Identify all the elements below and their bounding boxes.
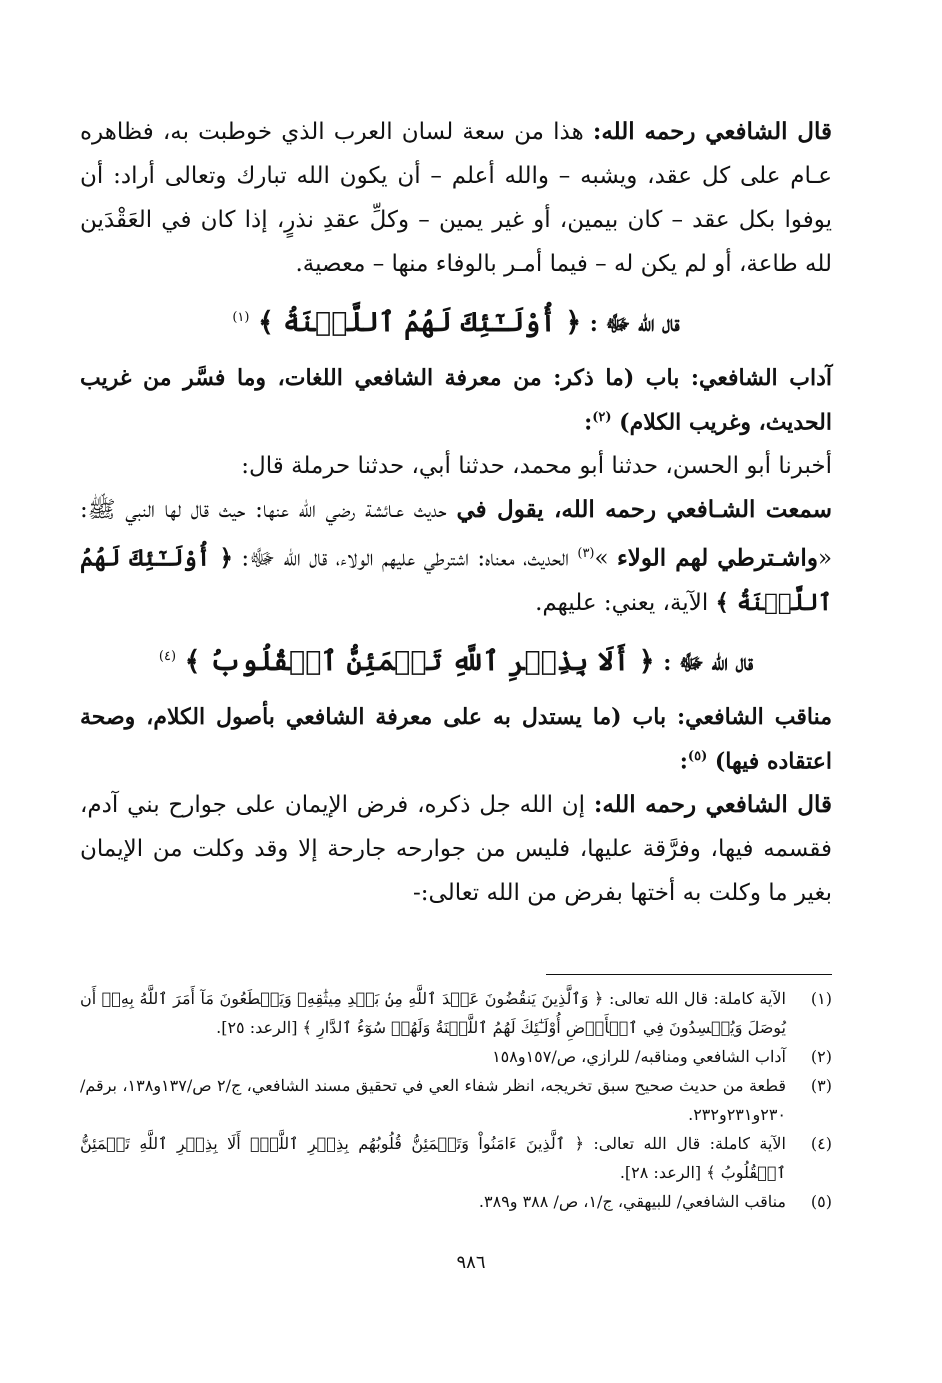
section-heading-2 xyxy=(80,697,832,781)
heading-text: مناقب الشافعي: باب (ما يستدل به على معرفة الشافعي بأصول الكلام، وصحة اعتقاده فيها) xyxy=(80,703,832,775)
paragraph-4 xyxy=(80,783,832,915)
footnote-text: الآية كاملة: قال الله تعالى: ﴿ وَٱلَّذِينَ يَنقُضُونَ عَهۡدَ ٱللَّهِ مِنۢ بَعۡدِ مِيثَٰقِهِۦ وَيَقۡطَعُونَ مَآ أَمَرَ ٱللَّهُ بِهِۦٓ أَن يُوصَلَ وَيُفۡسِدُونَ فِي ٱلۡأَرۡضِ أُوْلَـٰٓئِكَ لَهُمُ ٱللَّعۡنَةُ وَلَهُمۡ سُوٓءُ ٱلدَّارِ ﴾ [الرعد: ٢٥]. xyxy=(80,989,786,1037)
page-number: ٩٨٦ xyxy=(456,1252,486,1273)
footnote-number: (٢) xyxy=(810,1047,832,1066)
paragraph-body: إن الله جل ذكره، فرض الإيمان على جوارح بني آدم، فقسمه فيها، وفرَّقة عليها، فليس من جوارحه جارحة إلا وقد وكلت من الإيمان بغير ما وكلت به أختها بفرض من الله تعالى:- xyxy=(80,792,832,907)
paragraph-body: حديث عـائشة رضي الله عنها: حيث قال لها النبي ﷺ: « xyxy=(80,497,833,572)
paragraph-body: أخبرنا أبو الحسن، حدثنا أبو محمد، حدثنا أبي، حدثنا حرملة قال: xyxy=(241,453,832,480)
quran-quote-2 xyxy=(80,629,832,691)
footnote-text: الآية كاملة: قال الله تعالى: ﴿ ٱلَّذِينَ ءَامَنُواْ وَتَطۡمَئِنُّ قُلُوبُهُم بِذِكۡرِ ٱللَّهِۗ أَلَا بِذِكۡرِ ٱللَّهِ تَطۡمَئِنُّ ٱلۡقُلُوبُ ﴾ [الرعد: ٢٨]. xyxy=(80,1134,786,1182)
quote-close: » xyxy=(594,545,609,572)
footnote-ref: (١) xyxy=(232,310,250,325)
paragraph-body: هذا من سعة لسان العرب الذي خوطبت به، فظاهره عـام على كل عقد، ويشبه – والله أعلم – أن يكون الله تبارك وتعالى أراد: أن يوفوا بكل عقد – كان بيمين، أو غير يمين – وكلِّ عقدِ نذرٍ، إذا كان في العَقْدَين لله طاعة، أو لم يكن له – فيما أمـر بالوفاء منها – معصية. xyxy=(80,119,832,277)
heading-colon: : xyxy=(679,748,688,775)
paragraph-1 xyxy=(80,110,832,286)
footnote-text: مناقب الشافعي/ للبيهقي، ج/١، ص/ ٣٨٨ و٣٨٩. xyxy=(478,1192,786,1211)
quran-verse: ﴿ أُوْلَـٰٓئِكَ لَهُمُ ٱللَّعۡنَةُ ﴾ xyxy=(80,544,832,616)
footnote-text: آداب الشافعي ومناقبه/ للرازي، ص/١٥٧و١٥٨ xyxy=(492,1047,786,1066)
footnote-number: (٤) xyxy=(810,1134,832,1153)
main-text xyxy=(80,110,832,915)
paragraph-lead: سمعت الشـافعي رحمه الله، يقول في xyxy=(456,496,833,524)
footnote-item xyxy=(80,1187,832,1216)
footnote-ref: (٣) xyxy=(577,546,595,562)
footnotes xyxy=(80,984,832,1216)
footnote-ref: (٢) xyxy=(592,410,612,425)
footnote-number: (٣) xyxy=(810,1076,832,1095)
footnote-item xyxy=(80,1071,832,1129)
quote-lead: قال الله ﷻ : xyxy=(663,649,754,676)
footnote-item xyxy=(80,984,832,1042)
heading-text: آداب الشافعي: باب (ما ذكر: من معرفة الشافعي اللغات، وما فسَّر من غريب الحديث، وغريب الكلام) xyxy=(80,365,832,436)
footnote-number: (٥) xyxy=(810,1192,832,1211)
footnote-number: (١) xyxy=(810,989,832,1008)
footnote-text: قطعة من حديث صحيح سبق تخريجه، انظر شفاء العي في تحقيق مسند الشافعي، ج/٢ ص/١٣٧و١٣٨، برقم/ ٢٣٠و٢٣١و٢٣٢. xyxy=(80,1076,787,1124)
quote-lead: قال الله ﷻ : xyxy=(589,311,680,337)
section-heading-1 xyxy=(80,358,832,442)
paragraph-3 xyxy=(80,488,832,625)
hadith-quote: واشـترطي لهم الولاء xyxy=(616,544,818,572)
paragraph-body: الآية، يعني: عليهم. xyxy=(535,589,709,616)
quran-quote-1 xyxy=(80,290,832,352)
paragraph-lead: قال الشافعي رحمه الله: xyxy=(592,118,832,145)
paragraph-body: الحديث، معناه: اشترطي عليهم الولاء، قال الله ﷻ: xyxy=(241,545,569,572)
heading-colon: : xyxy=(584,409,593,436)
footnote-ref: (٥) xyxy=(687,748,708,764)
paragraph-lead: قال الشافعي رحمه الله: xyxy=(593,791,832,819)
quran-verse: ﴿ أُوْلَـٰٓئِكَ لَهُمُ ٱللَّعۡنَةُ ﴾ xyxy=(258,307,582,338)
footnote-divider xyxy=(546,974,832,975)
footnote-item xyxy=(80,1129,832,1187)
paragraph-2 xyxy=(80,444,832,488)
footnote-ref: (٤) xyxy=(158,648,177,664)
footnote-item xyxy=(80,1042,832,1071)
quran-verse: ﴿ أَلَا بِذِكۡرِ ٱللَّهِ تَطۡمَئِنُّ ٱلۡقُلُوبُ ﴾ xyxy=(184,645,655,677)
